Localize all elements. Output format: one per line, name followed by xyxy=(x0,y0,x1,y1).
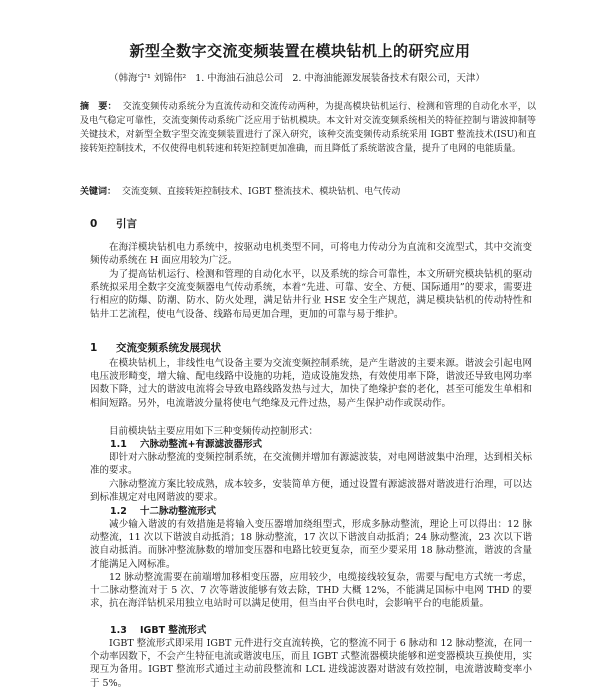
section-heading-0 xyxy=(90,216,137,231)
subsection-1-3-paragraph-1: IGBT 整流形式即采用 IGBT 元件进行交直流转换，它的整流不同于 6 脉动和 12 脉动整流，在同一个动率因数下，不会产生特征电流或谐波电压，而且 IGBT 式整流器模块能够和逆变器模块互换使用，实现互为备用。IGBT 整流形式通过主动前段整流和 LCL 进线滤波器对谐波有效控制，电流谐波畸变率小于 5%。 xyxy=(90,638,532,689)
paper-title: 新型全数字交流变频装置在模块钻机上的研究应用 xyxy=(129,42,471,60)
subsection-heading-1-2 xyxy=(90,505,532,518)
subsection-heading-1-1 xyxy=(90,438,532,451)
section1-paragraph-2: 目前模块钻主要应用如下三种变频传动控制形式： xyxy=(109,426,319,437)
author-affiliations xyxy=(40,70,560,84)
abstract-label: 摘 要： xyxy=(80,102,117,112)
subsection-title: 十二脉动整流形式 xyxy=(140,506,217,517)
section-heading-1 xyxy=(90,340,221,355)
affiliation-2: 2. 中海油能源发展装备技术有限公司，天津） xyxy=(292,73,485,84)
intro-paragraph-2: 为了提高钻机运行、检测和管理的自动化水平，以及系统的综合可靠性，本文所研究模块钻机的驱动系统拟采用全数字交流变频器电气传动系统，本着“先进、可靠、安全、方便、国际通用”的要求，需要进行相应的防爆、防潮、防水、防火处理，满足钻井行业 HSE 安全生产规范，满足模块钻机的传动特性和钻井工艺流程，使电气设备、线路布局更加合理，更加的可靠与易于维护。 xyxy=(90,269,532,320)
author-names: （韩海宁¹ 刘锦伟² xyxy=(109,73,187,84)
keywords-label: 关键词： xyxy=(80,187,117,197)
subsection-title: IGBT 整流形式 xyxy=(140,625,207,636)
abstract-text: 交流变频传动系统分为直流传动和交流传动两种，为提高模块钻机运行、检测和管理的自动化水平，以及电气稳定可靠性，交流变频传动系统广泛应用于钻机模块。本文针对交流变频系统相关的特征控制与谐波抑制等关键技术，对新型全数字型交流变频装置进行了深入研究，该种交流变频传动系统采用 IGBT 整流技术(ISU)和直接转矩控制技术，不仅使得电机转速和转矩控制更加准确，而且降低了系统谐波含量，提升了电网的电能质量。 xyxy=(80,102,536,154)
section-number: 0 xyxy=(90,218,98,230)
subsection-1-2-paragraph-1: 减少输入谐波的有效措施是将输入变压器增加绕组型式，形成多脉动整流，理论上可以得出：12 脉动整流，11 次以下谐波自动抵消；18 脉动整流，17 次以下谐波自动抵消；24 脉动整流，23 次以下谐波自动抵消。而脉冲整流脉数的增加变压器和电路比较更复杂，而至少要采用 18 脉动整流，谐波的含量才能满足入网标准。 xyxy=(90,519,532,570)
keywords xyxy=(80,185,536,199)
subsection-number: 1.2 xyxy=(110,506,127,517)
subsection-1-1-paragraph-1: 即针对六脉动整流的变频控制系统，在交流侧并增加有源滤波装，对电网谐波集中治理，达到相关标准的要求。 xyxy=(90,452,532,477)
section-title: 引言 xyxy=(116,218,137,230)
section1-paragraph-1: 在模块钻机上，非线性电气设备主要为交流变频控制系统，是产生谐波的主要来源。谐波会引起电网电压波形畸变，增大输、配电线路中设施的功耗，造成设施发热，有效使用率下降，谐波还导致电网功率因数下降，过大的谐波电流将会导致电路线路发热与过大，加快了绝缘护套的老化，甚至可能发生单相和相间短路。另外，电流谐波分量将使电气绝缘及元件过热，易产生保护动作或误动作。 xyxy=(90,358,532,409)
subsection-number: 1.3 xyxy=(110,625,127,636)
affiliation-1: 1. 中海油石油总公司 xyxy=(195,73,284,84)
abstract xyxy=(80,100,536,156)
subsection-title: 六脉动整流+有源滤波器形式 xyxy=(140,439,262,450)
intro-paragraph-1: 在海洋模块钻机电力系统中，按驱动电机类型不同，可将电力传动分为直流和交流型式，其中交流变频传动系统在 H 面应用较为广泛。 xyxy=(90,242,532,267)
section-title: 交流变频系统发展现状 xyxy=(116,342,221,354)
subsection-1-1-paragraph-2: 六脉动整流方案比较成熟，成本较多，安装简单方便，通过设置有源滤波器对谐波进行治理，可以达到标准规定对电网谐波的要求。 xyxy=(90,479,532,504)
subsection-heading-1-3 xyxy=(90,624,532,637)
section-number: 1 xyxy=(90,342,98,354)
keywords-text: 交流变频、直接转矩控制技术、IGBT 整流技术、模块钻机、电气传动 xyxy=(122,187,401,197)
subsection-1-2-paragraph-2: 12 脉动整流需要在前端增加移相变压器，应用较少，电缆接线较复杂，需要与配电方式统一考虑，十二脉动整流对于 5 次、7 次等谐波能够有效去除，THD 大概 12%，不能满足国标中电网 THD 的要求，抗在海洋钻机采用独立电站时可以满足使用，但当由平台供电时，会影响平台的电能质量。 xyxy=(90,572,532,610)
subsection-number: 1.1 xyxy=(110,439,127,450)
